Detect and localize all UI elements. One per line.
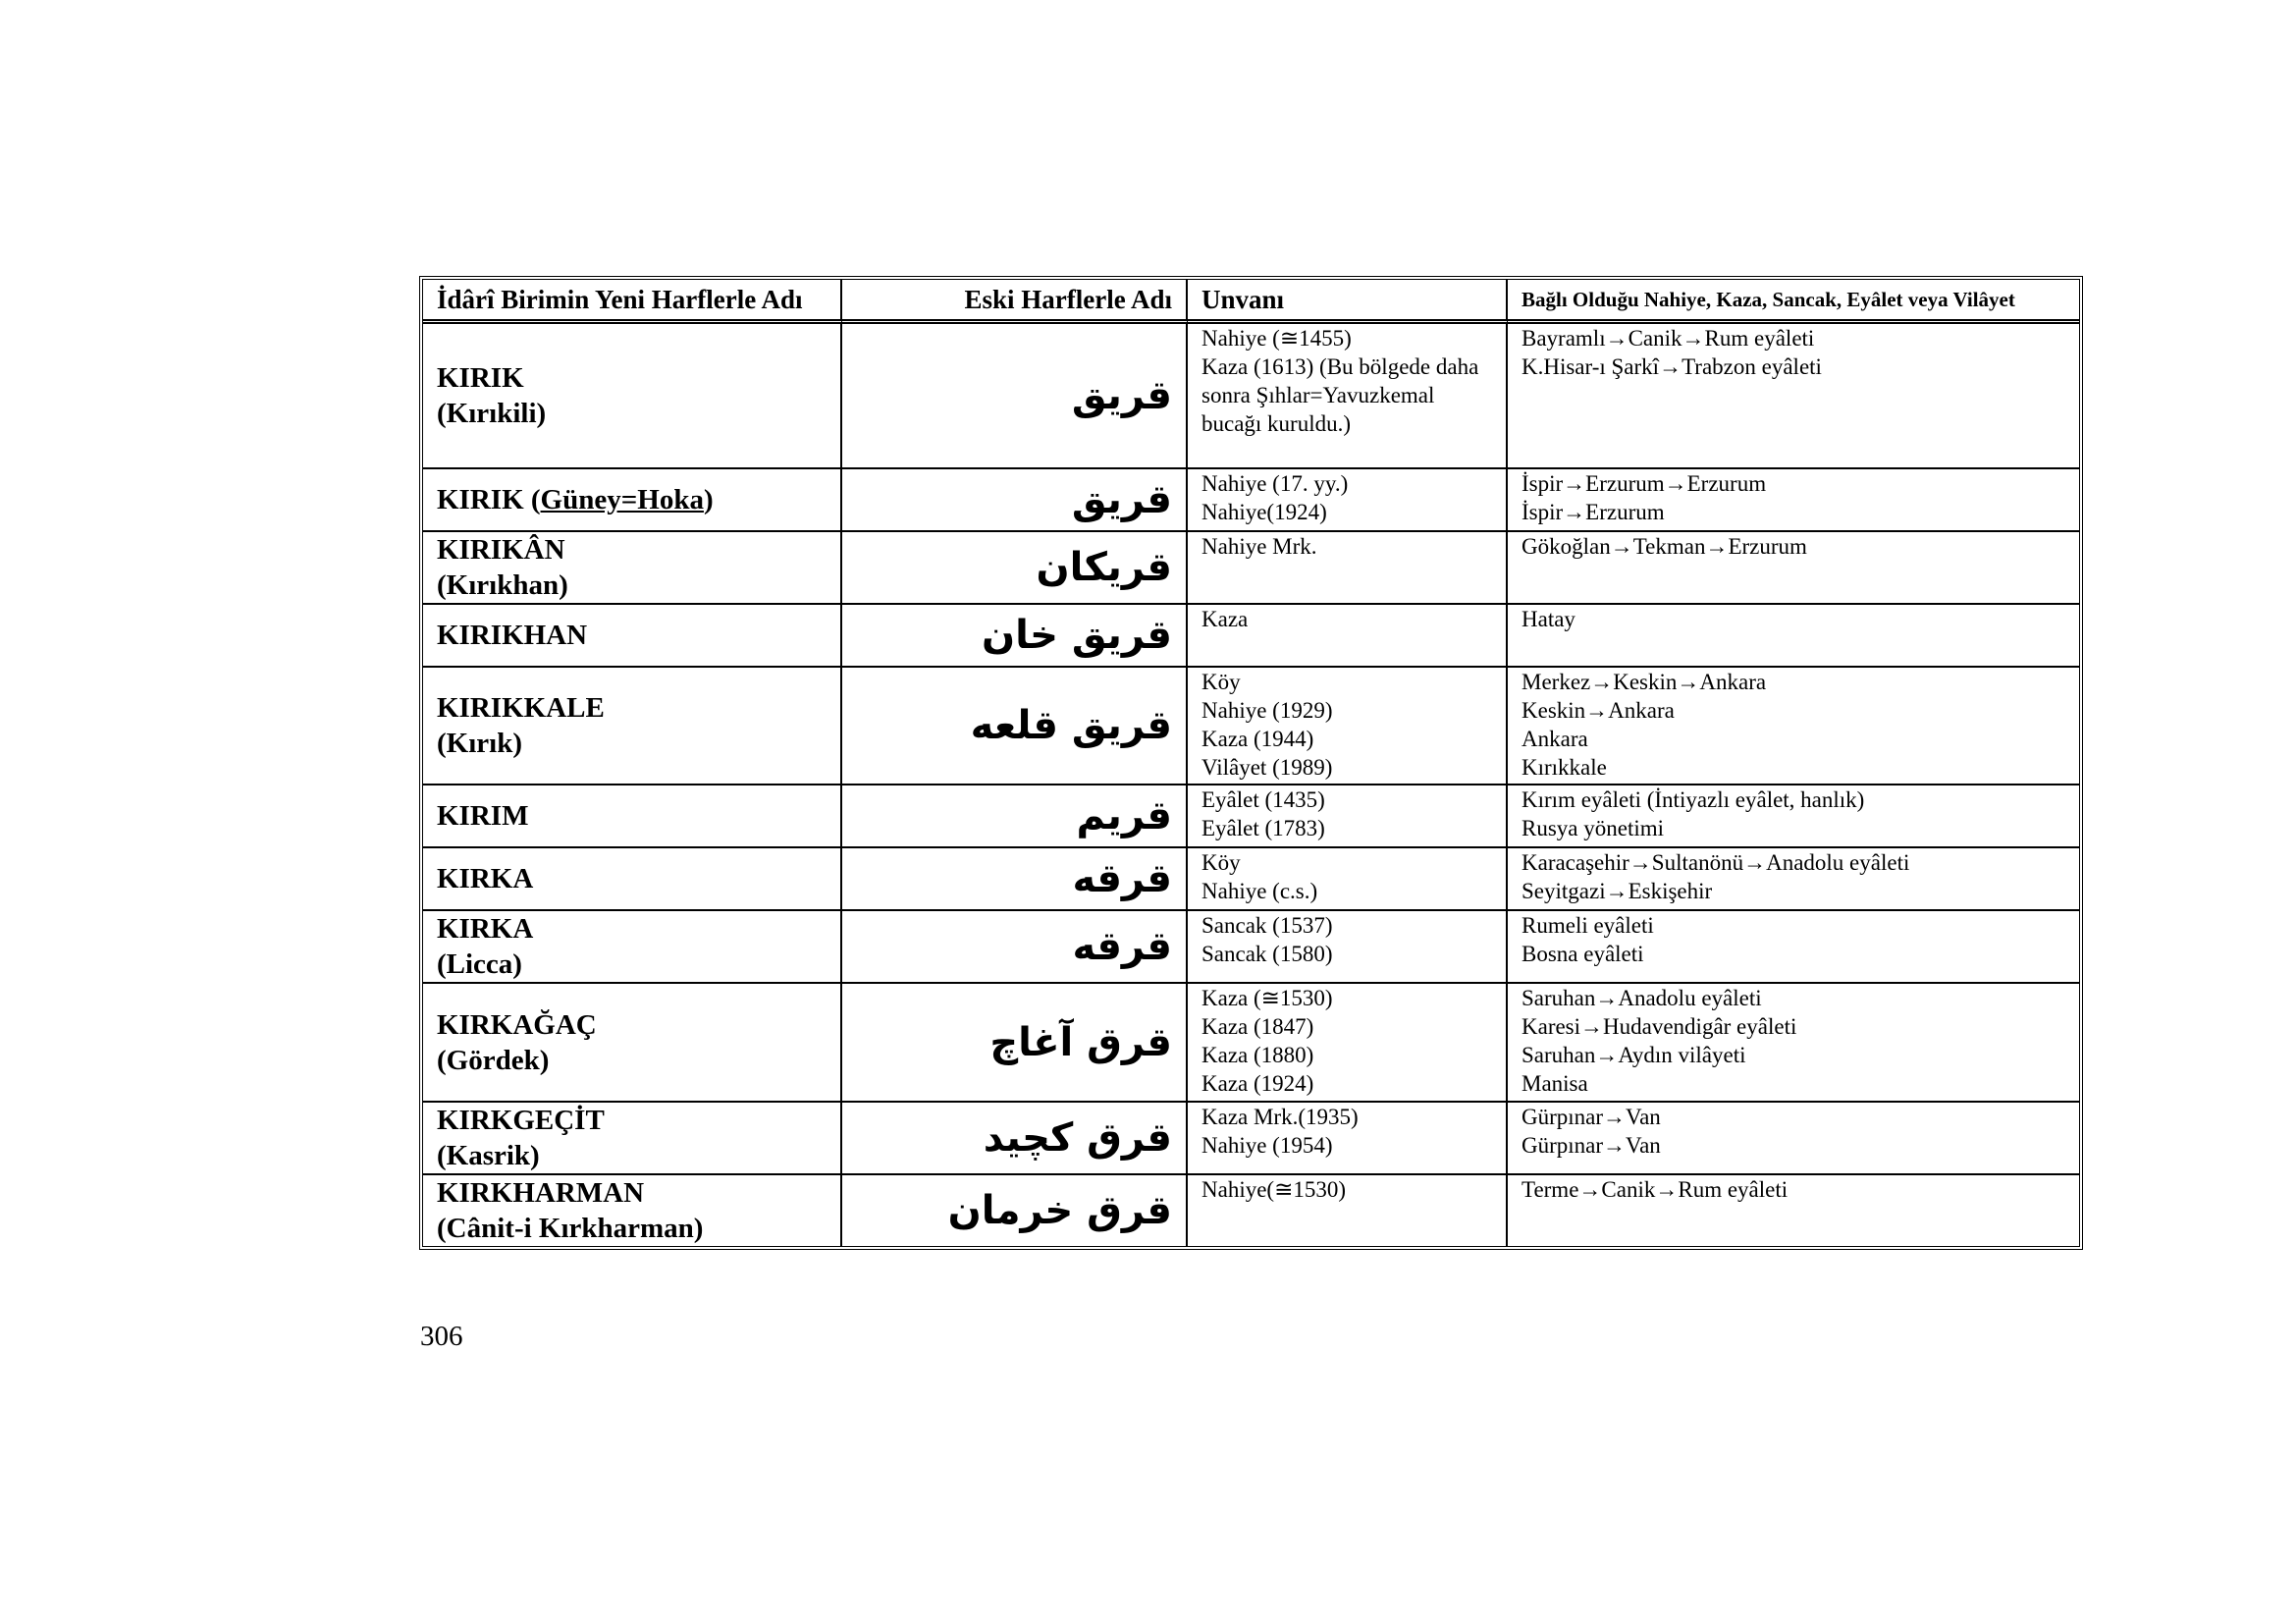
cell-old-name: قريكان xyxy=(842,532,1188,605)
unit-name: KIRKA xyxy=(437,913,534,945)
cell-old-name: قرق كچيد xyxy=(842,1103,1188,1175)
bagli-line: Rusya yönetimi xyxy=(1522,816,1665,840)
bagli-line: Gökoğlan→Tekman→Erzurum xyxy=(1522,534,1807,559)
unvan-line: Kaza (1944) xyxy=(1201,727,1314,751)
cell-new-name xyxy=(423,668,842,785)
bagli-line: Merkez→Keskin→Ankara xyxy=(1522,670,1767,694)
unit-name: KIRIKKALE xyxy=(437,692,605,724)
unit-name: KIRIKHAN xyxy=(437,620,588,651)
cell-old-name: قريق xyxy=(842,469,1188,532)
cell-unvan xyxy=(1188,1103,1508,1175)
unit-name: KIRIM xyxy=(437,800,529,832)
cell-old-name: قريق xyxy=(842,324,1188,469)
unvan-line: Kaza Mrk.(1935) xyxy=(1201,1105,1359,1129)
unit-alt-name: (Kırık) xyxy=(437,728,522,759)
bagli-line: Terme→Canik→Rum eyâleti xyxy=(1522,1177,1789,1202)
unit-alt-name: (Cânit-i Kırkharman) xyxy=(437,1213,704,1244)
cell-old-name: قريق خان xyxy=(842,605,1188,668)
cell-old-name: قرقه xyxy=(842,848,1188,911)
table-row xyxy=(423,324,2079,469)
cell-old-name: قرقه xyxy=(842,911,1188,984)
cell-old-name: قرق آغاچ xyxy=(842,984,1188,1103)
table-row xyxy=(423,668,2079,785)
bagli-line: Rumeli eyâleti xyxy=(1522,913,1654,938)
table-row xyxy=(423,785,2079,848)
unvan-line: Eyâlet (1435) xyxy=(1201,787,1325,812)
header-unvan: Unvanı xyxy=(1188,280,1508,324)
bagli-line: İspir→Erzurum xyxy=(1522,500,1665,524)
cell-bagli xyxy=(1508,848,2079,911)
unvan-line: Nahiye(≅1530) xyxy=(1201,1177,1347,1202)
unvan-line: Kaza (≅1530) xyxy=(1201,986,1333,1010)
cell-unvan xyxy=(1188,911,1508,984)
table-row xyxy=(423,1103,2079,1175)
unvan-line: Nahiye Mrk. xyxy=(1201,534,1317,559)
bagli-line: Bosna eyâleti xyxy=(1522,942,1644,966)
cell-bagli xyxy=(1508,785,2079,848)
cell-old-name: قريق قلعه xyxy=(842,668,1188,785)
cell-bagli xyxy=(1508,324,2079,469)
unit-alt-name: (Gördek) xyxy=(437,1044,550,1076)
cell-bagli xyxy=(1508,668,2079,785)
unit-name: KIRIK xyxy=(437,362,524,394)
table-row xyxy=(423,532,2079,605)
unvan-line: Kaza (1613) (Bu bölgede daha sonra Şıhlar=Yavuzkemal bucağı kuruldu.) xyxy=(1201,354,1479,436)
cell-unvan xyxy=(1188,984,1508,1103)
unvan-line: Kaza xyxy=(1201,607,1249,631)
table-row xyxy=(423,911,2079,984)
cell-new-name xyxy=(423,848,842,911)
administrative-units-table xyxy=(419,276,2083,1250)
bagli-line: Manisa xyxy=(1522,1071,1588,1096)
unvan-line: Nahiye(1924) xyxy=(1201,500,1327,524)
bagli-line: Saruhan→Anadolu eyâleti xyxy=(1522,986,1762,1010)
bagli-line: Kırıkkale xyxy=(1522,755,1607,780)
unvan-line: Kaza (1880) xyxy=(1201,1043,1314,1067)
cell-unvan xyxy=(1188,324,1508,469)
unvan-line: Eyâlet (1783) xyxy=(1201,816,1325,840)
bagli-line: Karacaşehir→Sultanönü→Anadolu eyâleti xyxy=(1522,850,1910,875)
unit-name: KIRKA xyxy=(437,863,534,894)
table-row xyxy=(423,848,2079,911)
cell-bagli xyxy=(1508,911,2079,984)
unit-alt-name: (Kırıkhan) xyxy=(437,569,568,601)
unvan-line: Köy xyxy=(1201,670,1241,694)
unit-name: KIRKHARMAN xyxy=(437,1177,645,1209)
bagli-line: Bayramlı→Canik→Rum eyâleti xyxy=(1522,326,1815,351)
table-row xyxy=(423,984,2079,1103)
unit-alt-name: (Kasrik) xyxy=(437,1140,540,1171)
cell-new-name xyxy=(423,605,842,668)
unvan-line: Vilâyet (1989) xyxy=(1201,755,1333,780)
cell-unvan xyxy=(1188,605,1508,668)
cell-bagli xyxy=(1508,469,2079,532)
bagli-line: Ankara xyxy=(1522,727,1588,751)
unit-alt-name: (Kırıkili) xyxy=(437,398,547,429)
bagli-line: Hatay xyxy=(1522,607,1575,631)
page-number: 306 xyxy=(420,1321,463,1352)
cell-new-name xyxy=(423,785,842,848)
unvan-line: Nahiye (≅1455) xyxy=(1201,326,1352,351)
unvan-line: Kaza (1924) xyxy=(1201,1071,1314,1096)
unvan-line: Sancak (1537) xyxy=(1201,913,1333,938)
cell-unvan xyxy=(1188,532,1508,605)
table-header-row xyxy=(423,280,2079,324)
bagli-line: Gürpınar→Van xyxy=(1522,1105,1661,1129)
cell-old-name: قريم xyxy=(842,785,1188,848)
cell-bagli xyxy=(1508,1175,2079,1246)
cell-new-name xyxy=(423,1175,842,1246)
bagli-line: Seyitgazi→Eskişehir xyxy=(1522,879,1713,903)
header-bagli: Bağlı Olduğu Nahiye, Kaza, Sancak, Eyâlet veya Vilâyet xyxy=(1508,280,2079,324)
cell-new-name xyxy=(423,469,842,532)
unvan-line: Nahiye (1929) xyxy=(1201,698,1333,723)
cell-bagli xyxy=(1508,605,2079,668)
cell-unvan xyxy=(1188,469,1508,532)
header-new-name: İdârî Birimin Yeni Harflerle Adı xyxy=(423,280,842,324)
bagli-line: Kırım eyâleti (İntiyazlı eyâlet, hanlık) xyxy=(1522,787,1865,812)
header-old-name: Eski Harflerle Adı xyxy=(842,280,1188,324)
bagli-line: Gürpınar→Van xyxy=(1522,1133,1661,1158)
unvan-line: Köy xyxy=(1201,850,1241,875)
cell-new-name xyxy=(423,324,842,469)
table-row xyxy=(423,469,2079,532)
unvan-line: Sancak (1580) xyxy=(1201,942,1333,966)
table-row xyxy=(423,1175,2079,1246)
cell-old-name: قرق خرمان xyxy=(842,1175,1188,1246)
table-row xyxy=(423,605,2079,668)
bagli-line: Keskin→Ankara xyxy=(1522,698,1675,723)
cell-bagli xyxy=(1508,984,2079,1103)
unvan-line: Nahiye (1954) xyxy=(1201,1133,1333,1158)
cell-new-name xyxy=(423,532,842,605)
bagli-line: İspir→Erzurum→Erzurum xyxy=(1522,471,1767,496)
cell-unvan xyxy=(1188,1175,1508,1246)
bagli-line: K.Hisar-ı Şarkî→Trabzon eyâleti xyxy=(1522,354,1822,379)
unit-alt-name: (Licca) xyxy=(437,948,522,980)
bagli-line: Saruhan→Aydın vilâyeti xyxy=(1522,1043,1746,1067)
unvan-line: Nahiye (17. yy.) xyxy=(1201,471,1349,496)
unit-name: KIRKGEÇİT xyxy=(437,1105,605,1136)
cell-new-name xyxy=(423,911,842,984)
name-underlined: Güney=Hoka xyxy=(540,484,704,515)
unit-name: KIRKAĞAÇ xyxy=(437,1008,597,1041)
cell-unvan xyxy=(1188,785,1508,848)
unvan-line: Kaza (1847) xyxy=(1201,1014,1314,1039)
cell-bagli xyxy=(1508,1103,2079,1175)
cell-new-name xyxy=(423,984,842,1103)
cell-new-name xyxy=(423,1103,842,1175)
cell-unvan xyxy=(1188,848,1508,911)
cell-bagli xyxy=(1508,532,2079,605)
cell-unvan xyxy=(1188,668,1508,785)
unit-name: KIRIKÂN xyxy=(437,534,565,566)
name-prefix: KIRIK ( xyxy=(437,484,541,515)
bagli-line: Karesi→Hudavendigâr eyâleti xyxy=(1522,1014,1797,1039)
unvan-line: Nahiye (c.s.) xyxy=(1201,879,1318,903)
name-suffix: ) xyxy=(703,484,714,515)
